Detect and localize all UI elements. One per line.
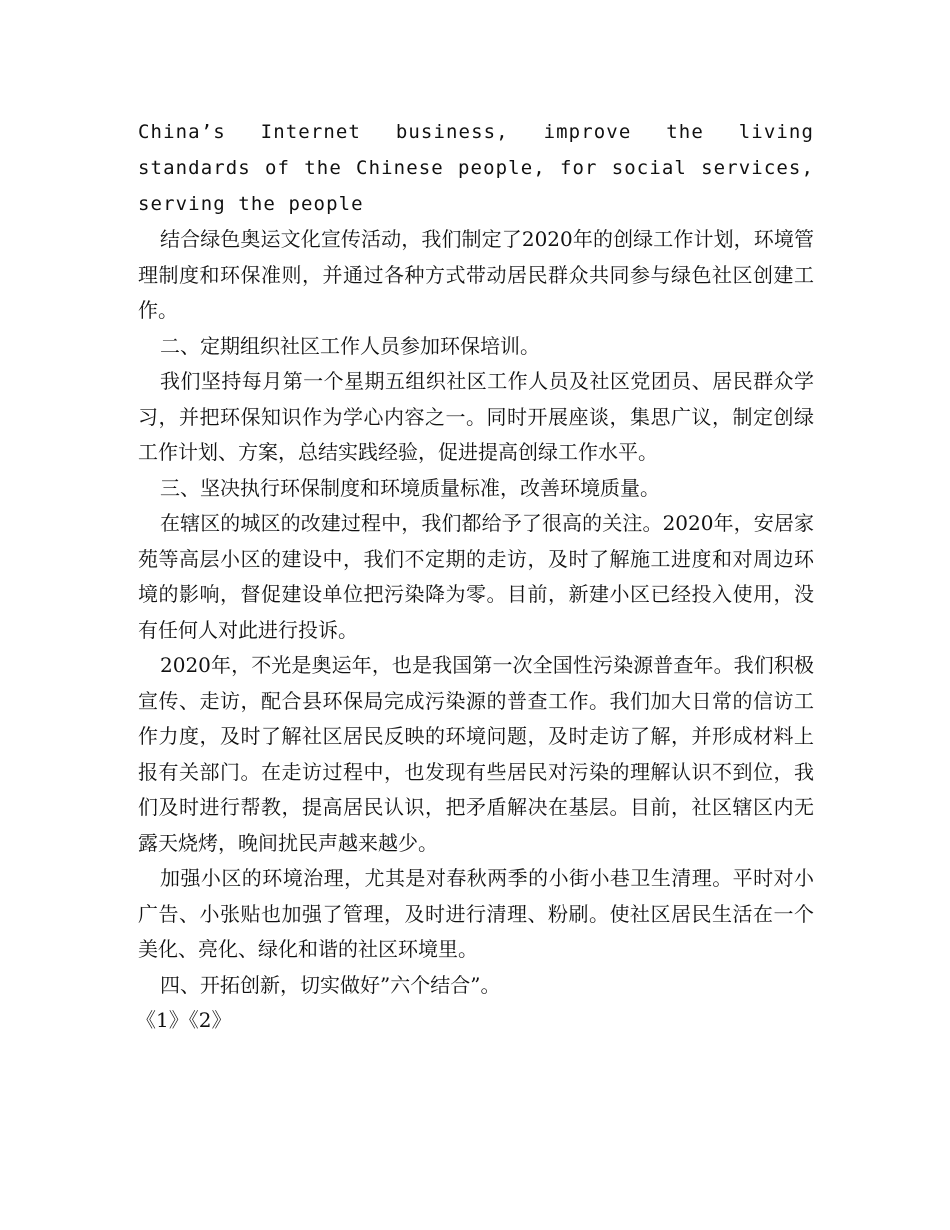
paragraph-reconstruction: 在辖区的城区的改建过程中，我们都给予了很高的关注。2020年，安居家苑等高层小区的建设中，我们不定期的走访，及时了解施工进度和对周边环境的影响，督促建设单位把污染降为零。目前，新建小区已经投入使用，没有任何人对此进行投诉。: [138, 511, 814, 642]
paragraph-green-olympics: 结合绿色奥运文化宣传活动，我们制定了2020年的创绿工作计划，环境管理制度和环保准则，并通过各种方式带动居民群众共同参与绿色社区创建工作。: [138, 227, 814, 322]
section-heading-standards: 三、坚决执行环保制度和环境质量标准，改善环境质量。: [160, 475, 660, 500]
paragraph-training: 我们坚持每月第一个星期五组织社区工作人员及社区党团员、居民群众学习，并把环保知识作为学心内容之一。同时开展座谈，集思广议，制定创绿工作计划、方案，总结实践经验，促进提高创绿工作水平。: [138, 369, 814, 464]
english-paragraph: China’s Internet business, improve the living standards of the Chinese people, for social services, serving the people: [138, 121, 814, 215]
pagination[interactable]: 《1》《2》: [136, 1008, 232, 1032]
section-heading-training: 二、定期组织社区工作人员参加环保培训。: [160, 333, 540, 358]
document-body: [138, 114, 814, 1035]
paragraph-environment-governance: 加强小区的环境治理，尤其是对春秋两季的小街小巷卫生清理。平时对小广告、小张贴也加强了管理，及时进行清理、粉刷。使社区居民生活在一个美化、亮化、绿化和谐的社区环境里。: [138, 866, 814, 961]
section-heading-innovation: 四、开拓创新，切实做好”六个结合”。: [160, 972, 501, 997]
paragraph-pollution-census: 2020年，不光是奥运年，也是我国第一次全国性污染源普查年。我们积极宣传、走访，配合县环保局完成污染源的普查工作。我们加大日常的信访工作力度，及时了解社区居民反映的环境问题，及时走访了解，并形成材料上报有关部门。在走访过程中，也发现有些居民对污染的理解认识不到位，我们及时进行帮教，提高居民认识，把矛盾解决在基层。目前，社区辖区内无露天烧烤，晚间扰民声越来越少。: [138, 653, 814, 855]
